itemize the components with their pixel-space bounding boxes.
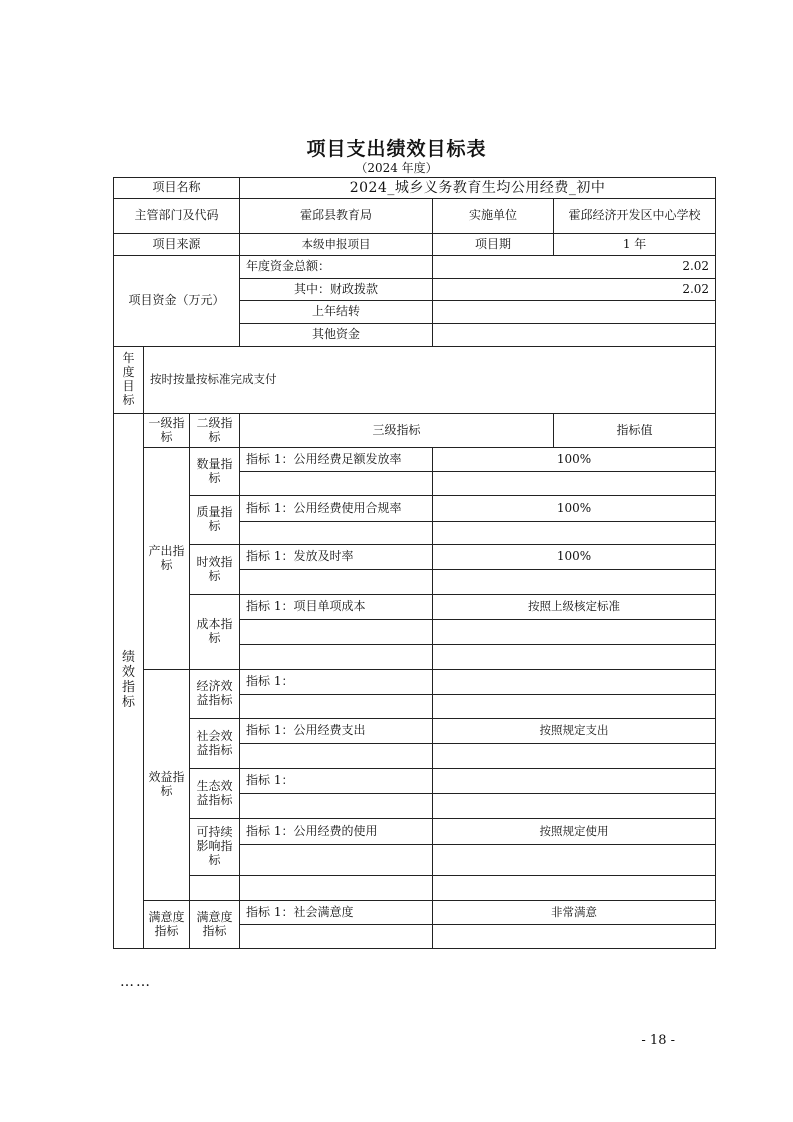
satisfaction-level1-label: 满意度指标 [144, 901, 190, 949]
social-indicator-value: 按照规定支出 [433, 719, 716, 744]
economic-indicator-value [433, 670, 716, 695]
sustainable-indicator-value: 按照规定使用 [433, 819, 716, 845]
row-source [114, 234, 716, 256]
row-department [114, 199, 716, 234]
satisfaction-indicator-value: 非常满意 [433, 901, 716, 925]
satisfaction-level2-label: 满意度指标 [190, 901, 240, 949]
row-timeliness-1 [114, 545, 716, 570]
page-title: 项目支出绩效目标表 [306, 138, 487, 160]
row-economic-1 [114, 670, 716, 695]
empty-cell [433, 522, 716, 545]
empty-cell [433, 570, 716, 595]
empty-cell [240, 695, 433, 719]
department-value: 霍邱县教育局 [240, 199, 433, 234]
page-number: - 18 - [641, 1033, 675, 1048]
empty-cell [240, 570, 433, 595]
source-value: 本级申报项目 [240, 234, 433, 256]
empty-cell [240, 744, 433, 769]
quality-indicators-label: 质量指标 [190, 496, 240, 545]
timeliness-indicator-item: 指标 1：发放及时率 [240, 545, 433, 570]
economic-indicators-label: 经济效益指标 [190, 670, 240, 719]
sustainable-indicator-item: 指标 1：公用经费的使用 [240, 819, 433, 845]
empty-cell [240, 925, 433, 949]
funds-row-value: 2.02 [433, 256, 716, 279]
row-project-name [114, 178, 716, 199]
empty-cell [240, 845, 433, 876]
performance-target-table [113, 177, 716, 949]
quantity-indicator-value: 100% [433, 448, 716, 472]
funds-row-label: 其他资金 [240, 324, 433, 347]
ellipsis: …… [120, 974, 152, 990]
row-satisfaction-1 [114, 901, 716, 925]
row-quantity-1 [114, 448, 716, 472]
funds-row-value [433, 324, 716, 347]
project-name-label: 项目名称 [114, 178, 240, 199]
cost-indicators-label: 成本指标 [190, 595, 240, 670]
quantity-indicator-item: 指标 1：公用经费足额发放率 [240, 448, 433, 472]
empty-cell [240, 620, 433, 645]
page-subtitle: （2024 年度） [355, 161, 438, 175]
quality-indicator-value: 100% [433, 496, 716, 522]
annual-goal-text: 按时按量按标准完成支付 [144, 347, 716, 414]
empty-cell [240, 472, 433, 496]
period-value: 1 年 [554, 234, 716, 256]
empty-cell [433, 876, 716, 901]
row-sustainable-1 [114, 819, 716, 845]
funds-row-value [433, 301, 716, 324]
social-indicator-item: 指标 1：公用经费支出 [240, 719, 433, 744]
empty-cell [433, 845, 716, 876]
row-ecological-1 [114, 769, 716, 794]
funds-row-value: 2.02 [433, 279, 716, 301]
empty-cell [433, 620, 716, 645]
row-annual-goal [114, 347, 716, 414]
period-label: 项目期 [433, 234, 554, 256]
empty-cell [433, 695, 716, 719]
funds-row-label: 年度资金总额： [240, 256, 433, 279]
empty-cell [433, 645, 716, 670]
empty-cell [433, 472, 716, 496]
quantity-indicators-label: 数量指标 [190, 448, 240, 496]
project-name-value: 2024_城乡义务教育生均公用经费_初中 [240, 178, 716, 199]
header-level1: 一级指标 [144, 414, 190, 448]
ecological-indicator-item: 指标 1： [240, 769, 433, 794]
timeliness-indicators-label: 时效指标 [190, 545, 240, 595]
row-cost-1 [114, 595, 716, 620]
header-level2: 二级指标 [190, 414, 240, 448]
implementer-value: 霍邱经济开发区中心学校 [554, 199, 716, 234]
empty-cell [190, 876, 240, 901]
empty-cell [240, 645, 433, 670]
ecological-indicators-label: 生态效益指标 [190, 769, 240, 819]
header-level3: 三级指标 [240, 414, 554, 448]
empty-cell [433, 744, 716, 769]
cost-indicator-value: 按照上级核定标准 [433, 595, 716, 620]
cost-indicator-item: 指标 1：项目单项成本 [240, 595, 433, 620]
funds-row-label: 上年结转 [240, 301, 433, 324]
social-indicators-label: 社会效益指标 [190, 719, 240, 769]
row-indicator-header [114, 414, 716, 448]
annual-goal-label: 年度目标 [114, 347, 144, 414]
header-value: 指标值 [554, 414, 716, 448]
empty-cell [433, 794, 716, 819]
row-benefit-extra [114, 876, 716, 901]
row-funds-total [114, 256, 716, 279]
empty-cell [240, 794, 433, 819]
timeliness-indicator-value: 100% [433, 545, 716, 570]
quality-indicator-item: 指标 1：公用经费使用合规率 [240, 496, 433, 522]
ecological-indicator-value [433, 769, 716, 794]
satisfaction-indicator-item: 指标 1：社会满意度 [240, 901, 433, 925]
funds-label: 项目资金（万元） [114, 256, 240, 347]
empty-cell [240, 522, 433, 545]
benefit-indicators-label: 效益指标 [144, 670, 190, 901]
output-indicators-label: 产出指标 [144, 448, 190, 670]
empty-cell [433, 925, 716, 949]
sustainable-indicators-label: 可持续影响指标 [190, 819, 240, 876]
funds-row-label: 其中：财政拨款 [240, 279, 433, 301]
implementer-label: 实施单位 [433, 199, 554, 234]
economic-indicator-item: 指标 1： [240, 670, 433, 695]
performance-indicators-label: 绩效指标 [114, 414, 144, 949]
department-label: 主管部门及代码 [114, 199, 240, 234]
empty-cell [240, 876, 433, 901]
row-social-1 [114, 719, 716, 744]
row-quality-1 [114, 496, 716, 522]
source-label: 项目来源 [114, 234, 240, 256]
